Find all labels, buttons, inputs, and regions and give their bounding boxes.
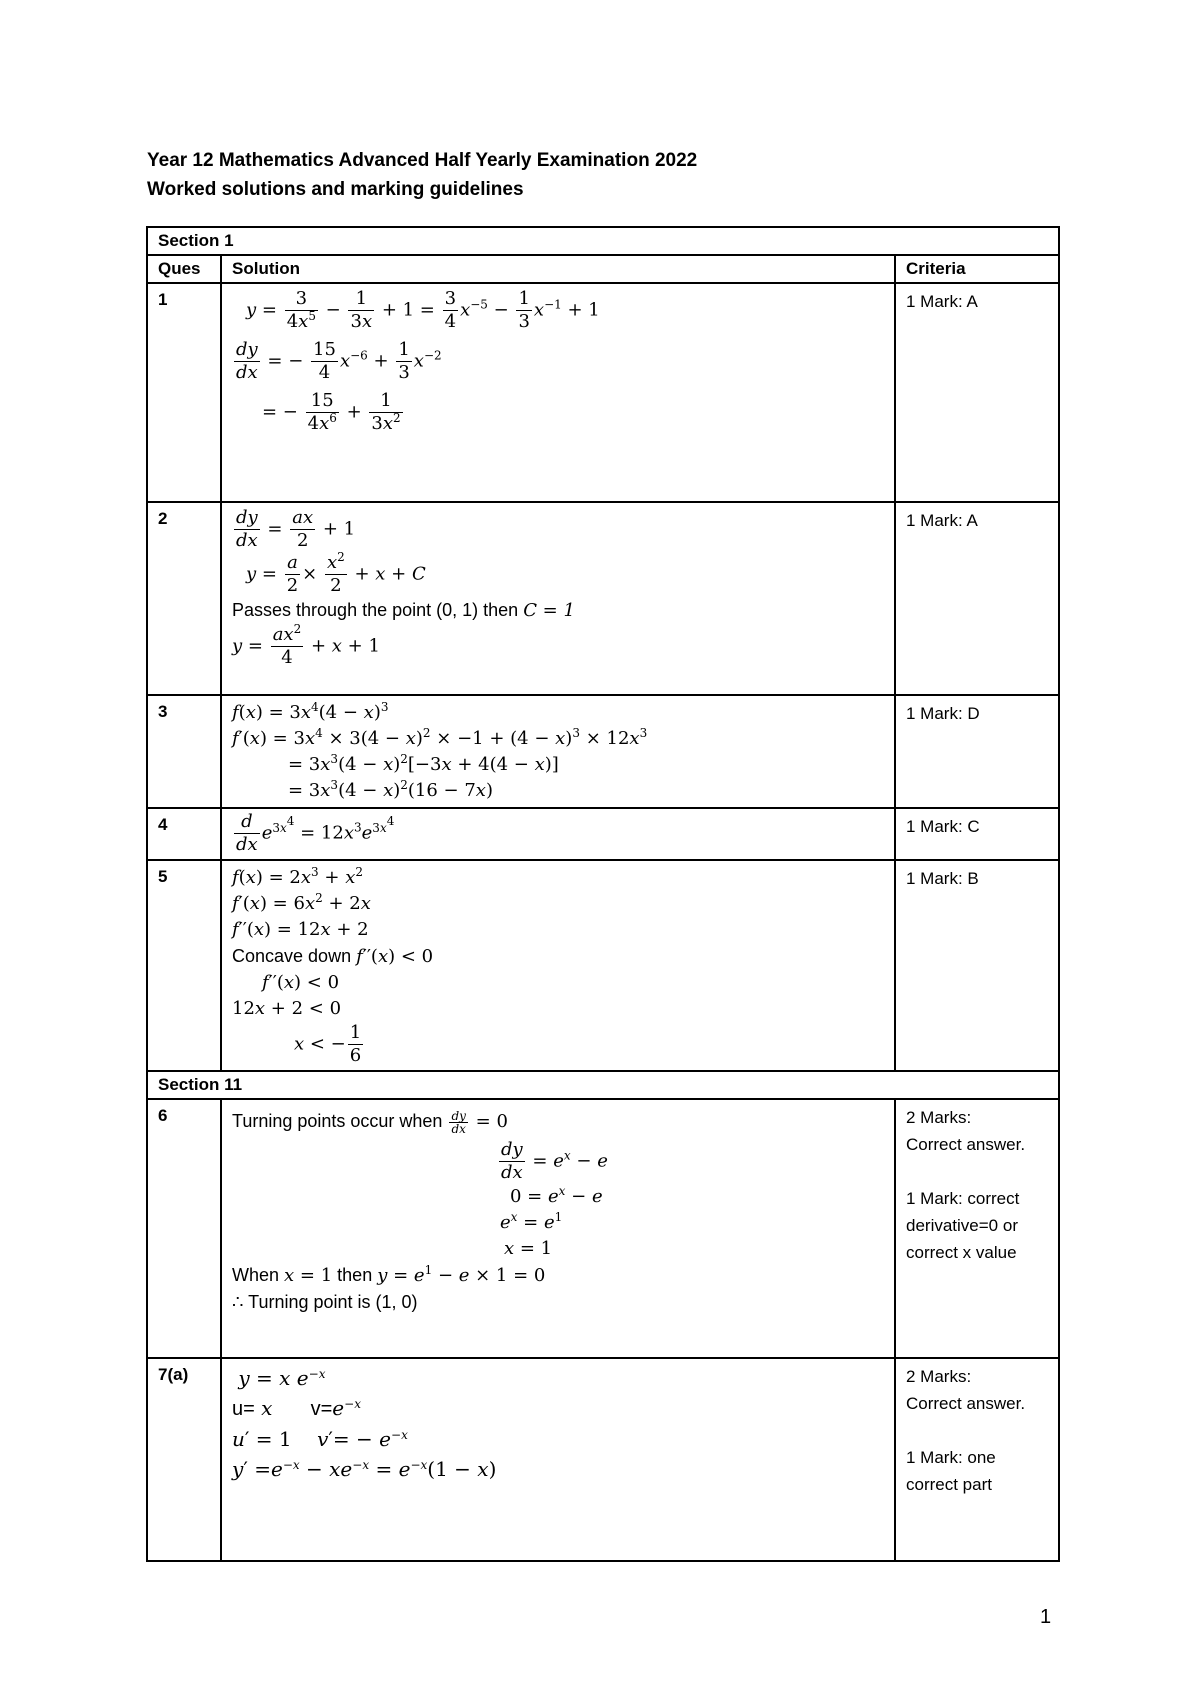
criteria-cell: 1 Mark: B xyxy=(895,860,1059,1071)
criteria-cell: 1 Mark: A xyxy=(895,283,1059,502)
col-solution-header: Solution xyxy=(221,255,895,283)
table-row xyxy=(147,283,1059,502)
marking-table xyxy=(146,226,1060,1562)
section-row xyxy=(147,227,1059,255)
table-row xyxy=(147,502,1059,695)
table-row xyxy=(147,808,1059,860)
section-1-label: Section 1 xyxy=(147,227,1059,255)
when-text: When xyxy=(232,1265,285,1285)
solution-cell: Turning points occur when $\frac{dy}{dx}$ = 0 $\frac{dy}{dx}$ = $e^x - e$ $0 = e^x - e$ $e^x = e^1$ x = 1 When x = 1 then $y = e^1 - e \times 1 = 0$ ∴ Turning point is (1, 0) xyxy=(221,1099,895,1358)
question-number: 2 xyxy=(147,502,221,695)
criteria-cell: 1 Mark: D xyxy=(895,695,1059,808)
solution-cell: $f(x) = 3x^4(4 - x)^3$ $f'(x) = 3x^4 \times 3(4 - x)^2 \times -1 + (4 - x)^3 \times 12x^3$ = $3x^3(4 - x)^2[-3x + 4(4 - x)]$ = $3x^3(4 - x)^2(16 - 7x)$ xyxy=(221,695,895,808)
criteria-cell: 2 Marks: Correct answer. 1 Mark: one correct part xyxy=(895,1358,1059,1561)
turning-point-result: ∴ Turning point is (1, 0) xyxy=(232,1292,418,1312)
solution-cell: y = $\frac{3}{4x^5}$ − $\frac{1}{3x}$ + 1 = $\frac{3}{4}$ $x^{-5}$ − $\frac{1}{3}$ $x^{-1} + 1$ $\frac{dy}{dx}$ = − $\frac{15}{4}$ $x^{-6}$ + $\frac{1}{3}$ $x^{-2}$ = − $\frac{15}{4x^6}$ + $\frac{1}{3x^2}$ xyxy=(221,283,895,502)
criteria-cell: 1 Mark: C xyxy=(895,808,1059,860)
table-row xyxy=(147,860,1059,1071)
page-title xyxy=(147,146,697,204)
turning-text: Turning points occur when xyxy=(232,1111,448,1131)
document-title: Year 12 Mathematics Advanced Half Yearly Examination 2022 xyxy=(147,150,698,171)
page-number: 1 xyxy=(1040,1606,1052,1628)
header-row xyxy=(147,255,1059,283)
solution-cell: y = x $e^{-x}$ u= x $v=e^{-x}$ u′ = 1 $v'= - e^{-x}$ $y' =e^{-x} - xe^{-x} = e^{-x}(1 - x)$ xyxy=(221,1358,895,1561)
document-subtitle: Worked solutions and marking guidelines xyxy=(147,179,524,200)
question-number: 1 xyxy=(147,283,221,502)
concave-text: Concave down xyxy=(232,946,357,966)
table-row xyxy=(147,695,1059,808)
question-number: 4 xyxy=(147,808,221,860)
solution-cell: $f(x) = 2x^3 + x^2$ $f'(x) = 6x^2 + 2x$ f′′(x) = 12x + 2 Concave down f′′(x) < 0 f′′(x) < 0 12x + 2 < 0 x < − $\frac{1}{6}$ xyxy=(221,860,895,1071)
question-number: 3 xyxy=(147,695,221,808)
table-row xyxy=(147,1099,1059,1358)
question-number: 6 xyxy=(147,1099,221,1358)
passes-text: Passes through the point (0, 1) then xyxy=(232,600,524,620)
solution-cell: $\frac{d}{dx}$ $e^{3x^4} = 12x^3e^{3x^4}$ xyxy=(221,808,895,860)
solution-cell: $\frac{dy}{dx}$ = $\frac{ax}{2}$ + 1 y = $\frac{a}{2}$ × $\frac{x^2}{2}$ + x + C Passes through the point (0, 1) then C = 1 y = $\frac{ax^2}{4}$ + x + 1 xyxy=(221,502,895,695)
section-row xyxy=(147,1071,1059,1099)
c-equation: C = 1 xyxy=(523,600,575,621)
col-criteria-header: Criteria xyxy=(895,255,1059,283)
section-2-label: Section 11 xyxy=(147,1071,1059,1099)
question-number: 7(a) xyxy=(147,1358,221,1561)
criteria-cell: 1 Mark: A xyxy=(895,502,1059,695)
table-row xyxy=(147,1358,1059,1561)
criteria-cell: 2 Marks: Correct answer. 1 Mark: correct derivative=0 or correct x value xyxy=(895,1099,1059,1358)
col-ques-header: Ques xyxy=(147,255,221,283)
question-number: 5 xyxy=(147,860,221,1071)
then-text: then xyxy=(332,1265,378,1285)
